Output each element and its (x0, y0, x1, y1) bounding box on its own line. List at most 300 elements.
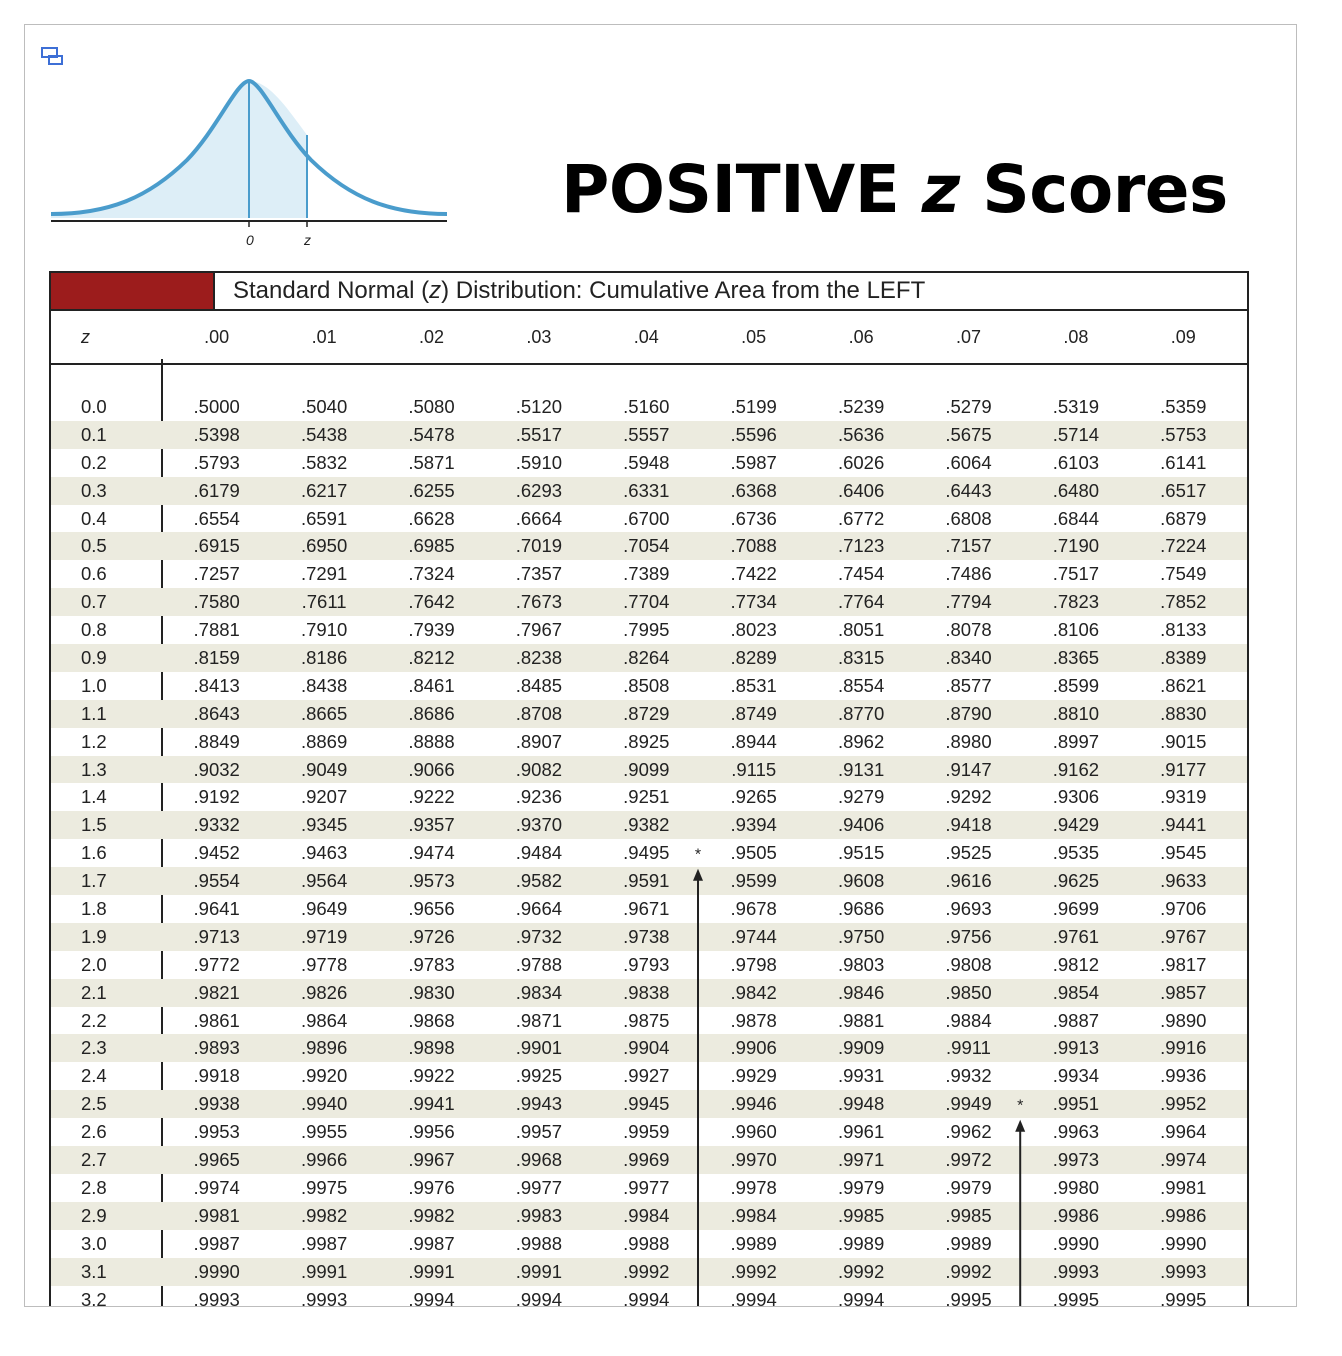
table-cell: .8830 (1160, 702, 1207, 724)
table-cell: .8944 (730, 730, 777, 752)
row-z-value: 1.1 (81, 702, 107, 724)
table-cell: .7190 (1052, 535, 1100, 557)
row-z-value: 0.2 (81, 451, 107, 473)
row-z-value: 0.7 (81, 591, 107, 613)
table-cell: .9992 (837, 1260, 885, 1282)
table-cell: .7486 (945, 563, 992, 585)
table-row (51, 560, 1247, 588)
table-cell: .7549 (1160, 563, 1207, 585)
row-z-value: 2.6 (81, 1121, 107, 1143)
table-cell: .9967 (408, 1149, 455, 1171)
table-cell: .9772 (193, 953, 240, 975)
table-cell: .9994 (515, 1288, 563, 1307)
table-cell: .9976 (408, 1176, 455, 1198)
row-z-value: 1.3 (81, 758, 107, 780)
table-cell: .9995 (1160, 1288, 1207, 1307)
table-cell: .9049 (300, 758, 348, 780)
table-cell: .9842 (730, 981, 777, 1003)
table-cell: .9633 (1160, 870, 1207, 892)
table-cell: .9987 (408, 1232, 455, 1254)
row-z-value: 2.3 (81, 1037, 107, 1059)
table-cell: .9846 (837, 981, 885, 1003)
row-z-value: 1.7 (81, 870, 107, 892)
table-cell: .9963 (1052, 1121, 1100, 1143)
table-cell: .9878 (730, 1009, 777, 1031)
table-cell: .7324 (408, 563, 455, 585)
column-header: .02 (418, 327, 444, 347)
table-cell: .9987 (300, 1232, 348, 1254)
table-cell: .9778 (300, 953, 348, 975)
row-z-value: 1.8 (81, 898, 107, 920)
table-cell: .9961 (837, 1121, 885, 1143)
table-cell: .9982 (300, 1204, 348, 1226)
table-cell: .6591 (300, 507, 348, 529)
table-cell: .9147 (945, 758, 992, 780)
table-cell: .6103 (1052, 451, 1100, 473)
row-z-value: 2.9 (81, 1204, 107, 1226)
table-row (51, 672, 1247, 700)
table-cell: .6554 (193, 507, 240, 529)
column-header: .05 (741, 327, 767, 347)
table-row (51, 700, 1247, 728)
table-cell: .8438 (300, 674, 348, 696)
table-cell: .6915 (193, 535, 240, 557)
z-column-header: z (81, 327, 90, 347)
table-cell: .9861 (193, 1009, 240, 1031)
table-cell: .9099 (623, 758, 670, 780)
table-cell: .9868 (408, 1009, 455, 1031)
table-cell: .5557 (623, 423, 670, 445)
table-cell: .6844 (1052, 507, 1100, 529)
table-cell: .8770 (837, 702, 885, 724)
table-cell: .9925 (515, 1065, 563, 1087)
row-z-value: 2.5 (81, 1093, 107, 1115)
table-cell: .8729 (623, 702, 670, 724)
table-cell: .9977 (623, 1176, 670, 1198)
table-cell: .9495 (623, 842, 670, 864)
table-cell: .9982 (408, 1204, 455, 1226)
table-cell: .9957 (515, 1121, 563, 1143)
table-cell: .6664 (515, 507, 563, 529)
table-cell: .8708 (515, 702, 563, 724)
axis-label-z: z (304, 232, 311, 248)
table-cell: .8186 (300, 647, 348, 669)
table-row (51, 505, 1247, 533)
column-header: .09 (1170, 327, 1196, 347)
table-cell: .9015 (1160, 730, 1207, 752)
table-cell: .8962 (837, 730, 885, 752)
table-cell: .5714 (1052, 423, 1100, 445)
table-cell: .9993 (1160, 1260, 1207, 1282)
table-cell: .7734 (730, 591, 777, 613)
table-cell: .5832 (300, 451, 348, 473)
table-cell: .9918 (193, 1065, 240, 1087)
table-cell: .9649 (300, 898, 348, 920)
table-cell: .9985 (837, 1204, 885, 1226)
table-cell: .9969 (623, 1149, 670, 1171)
table-cell: .9279 (837, 786, 885, 808)
table-cell: .9989 (945, 1232, 992, 1254)
table-cell: .9945 (623, 1093, 670, 1115)
row-z-value: 3.2 (81, 1288, 107, 1307)
title-main: POSITIVE (561, 151, 922, 228)
table-caption-bar (51, 271, 1247, 311)
table-cell: .7642 (408, 591, 455, 613)
row-z-value: 0.6 (81, 563, 107, 585)
table-cell: .8925 (623, 730, 670, 752)
table-cell: .9951 (1052, 1093, 1100, 1115)
table-cell: .9971 (837, 1149, 885, 1171)
table-cell: .9906 (730, 1037, 777, 1059)
table-cell: .8643 (193, 702, 240, 724)
document-frame (24, 24, 1297, 1307)
table-cell: .5910 (515, 451, 563, 473)
table-cell: .9994 (408, 1288, 455, 1307)
table-cell: .9535 (1052, 842, 1100, 864)
table-cell: .9991 (408, 1260, 455, 1282)
table-cell: .9591 (623, 870, 670, 892)
row-z-value: 3.1 (81, 1260, 107, 1282)
table-cell: .9821 (193, 981, 240, 1003)
table-cell: .9656 (408, 898, 455, 920)
table-cell: .9984 (730, 1204, 777, 1226)
table-cell: .6443 (945, 479, 992, 501)
table-cell: .7939 (408, 619, 455, 641)
table-row (51, 1118, 1247, 1146)
table-cell: .9484 (515, 842, 563, 864)
table-cell: .8531 (730, 674, 777, 696)
table-cell: .5040 (300, 396, 348, 417)
table-row (51, 867, 1247, 895)
table-cell: .9222 (408, 786, 455, 808)
table-cell: .9767 (1160, 925, 1207, 947)
row-z-value: 0.1 (81, 423, 107, 445)
table-cell: .9726 (408, 925, 455, 947)
table-cell: .8389 (1160, 647, 1207, 669)
table-cell: .9641 (193, 898, 240, 920)
table-cell: .5636 (837, 423, 885, 445)
table-cell: .9992 (730, 1260, 777, 1282)
table-cell: .9066 (408, 758, 455, 780)
table-cell: .9987 (193, 1232, 240, 1254)
table-cell: .9382 (623, 814, 670, 836)
row-z-value: 2.4 (81, 1065, 107, 1087)
table-cell: .9573 (408, 870, 455, 892)
table-cell: .9979 (837, 1176, 885, 1198)
table-cell: .7704 (623, 591, 670, 613)
row-z-value: 1.9 (81, 925, 107, 947)
table-cell: .6950 (300, 535, 348, 557)
table-cell: .9920 (300, 1065, 348, 1087)
row-z-value: 0.8 (81, 619, 107, 641)
table-cell: .9988 (515, 1232, 563, 1254)
table-cell: .7764 (837, 591, 885, 613)
table-row (51, 1146, 1247, 1174)
table-cell: .9940 (300, 1093, 348, 1115)
table-row (51, 756, 1247, 784)
table-row (51, 839, 1247, 867)
table-cell: .9838 (623, 981, 670, 1003)
table-cell: .9394 (730, 814, 777, 836)
table-row (51, 393, 1247, 421)
table-row (51, 421, 1247, 449)
table-row (51, 616, 1247, 644)
row-z-value: 2.1 (81, 981, 107, 1003)
table-cell: .9932 (945, 1065, 992, 1087)
table-cell: .9854 (1052, 981, 1100, 1003)
table-row (51, 1062, 1247, 1090)
table-cell: .9474 (408, 842, 455, 864)
table-cell: .9463 (300, 842, 348, 864)
table-cell: .7995 (623, 619, 670, 641)
table-cell: .8289 (730, 647, 777, 669)
table-cell: .9192 (193, 786, 240, 808)
table-cell: .9850 (945, 981, 992, 1003)
table-cell: .7823 (1052, 591, 1100, 613)
table-cell: .7054 (623, 535, 670, 557)
table-cell: .9162 (1052, 758, 1100, 780)
table-cell: .9887 (1052, 1009, 1100, 1031)
table-cell: .5517 (515, 423, 563, 445)
table-cell: .7123 (837, 535, 885, 557)
table-cell: .9952 (1160, 1093, 1207, 1115)
table-cell: .9911 (946, 1037, 991, 1059)
table-row (51, 1258, 1247, 1286)
table-cell: .9713 (193, 925, 240, 947)
table-cell: .8461 (408, 674, 455, 696)
table-cell: .9960 (730, 1121, 777, 1143)
table-cell: .9984 (623, 1204, 670, 1226)
table-cell: .9936 (1160, 1065, 1207, 1087)
table-row (51, 1007, 1247, 1035)
table-cell: .8238 (515, 647, 563, 669)
table-cell: .6293 (515, 479, 563, 501)
table-cell: .6628 (408, 507, 455, 529)
normal-curve-figure (47, 73, 451, 255)
table-cell: .5000 (193, 396, 240, 417)
column-header: .01 (311, 327, 337, 347)
table-row (51, 449, 1247, 477)
table-caption (213, 273, 1247, 309)
table-cell: .5675 (945, 423, 992, 445)
table-cell: .9962 (945, 1121, 992, 1143)
table-cell: .9974 (193, 1176, 240, 1198)
row-z-value: 0.0 (81, 396, 107, 417)
table-cell: .9986 (1052, 1204, 1100, 1226)
table-cell: .6179 (193, 479, 240, 501)
table-cell: .6255 (408, 479, 455, 501)
table-row (51, 895, 1247, 923)
table-cell: .9977 (515, 1176, 563, 1198)
column-header: .07 (955, 327, 981, 347)
table-cell: .9965 (193, 1149, 240, 1171)
table-cell: .8577 (945, 674, 992, 696)
table-cell: .5199 (730, 396, 777, 417)
table-cell: .7422 (730, 563, 777, 585)
table-cell: .9990 (1052, 1232, 1100, 1254)
table-cell: .9904 (623, 1037, 670, 1059)
table-cell: .9857 (1160, 981, 1207, 1003)
table-cell: .9901 (515, 1037, 563, 1059)
table-cell: .9452 (193, 842, 240, 864)
table-cell: .9985 (945, 1204, 992, 1226)
table-row (51, 783, 1247, 811)
table-row (51, 1286, 1247, 1308)
table-cell: .8665 (300, 702, 348, 724)
row-z-value: 1.6 (81, 842, 107, 864)
table-row (51, 477, 1247, 505)
table-row (51, 728, 1247, 756)
table-cell: .9934 (1052, 1065, 1100, 1087)
table-row (51, 811, 1247, 839)
interpolation-star: * (1017, 1097, 1024, 1115)
table-cell: .7389 (623, 563, 670, 585)
table-cell: .9978 (730, 1176, 777, 1198)
table-cell: .9929 (730, 1065, 777, 1087)
table-cell: .9788 (515, 953, 563, 975)
table-cell: .8599 (1052, 674, 1100, 696)
table-cell: .9207 (300, 786, 348, 808)
column-header: .03 (526, 327, 552, 347)
column-header: .00 (204, 327, 230, 347)
table-cell: .9993 (1052, 1260, 1100, 1282)
table-cell: .9599 (730, 870, 777, 892)
column-header: .08 (1063, 327, 1089, 347)
table-cell: .9525 (945, 842, 992, 864)
table-cell: .8849 (193, 730, 240, 752)
table-cell: .7967 (515, 619, 563, 641)
table-cell: .9909 (837, 1037, 885, 1059)
table-cell: .9955 (300, 1121, 348, 1143)
table-cell: .9319 (1160, 786, 1207, 808)
table-cell: .8078 (945, 619, 992, 641)
page-title (561, 151, 1228, 228)
table-row (51, 644, 1247, 672)
table-cell: .9783 (408, 953, 455, 975)
table-cell: .9881 (837, 1009, 885, 1031)
table-cell: .9994 (837, 1288, 885, 1307)
table-cell: .9306 (1052, 786, 1100, 808)
table-cell: .9251 (623, 786, 670, 808)
table-cell: .8315 (837, 647, 885, 669)
table-cell: .9625 (1052, 870, 1100, 892)
table-cell: .9990 (193, 1260, 240, 1282)
table-cell: .5753 (1160, 423, 1207, 445)
table-cell: .8365 (1052, 647, 1100, 669)
table-cell: .7611 (301, 591, 347, 613)
table-cell: .9706 (1160, 898, 1207, 920)
table-cell: .5160 (623, 396, 670, 417)
title-z: z (921, 151, 960, 228)
window-restore-icon[interactable] (41, 45, 65, 67)
table-cell: .9678 (730, 898, 777, 920)
table-cell: .9406 (837, 814, 885, 836)
caption-z: z (429, 277, 442, 304)
table-body (51, 393, 1247, 1307)
table-cell: .7852 (1160, 591, 1207, 613)
table-cell: .8888 (408, 730, 455, 752)
table-cell: .9834 (515, 981, 563, 1003)
table-cell: .9082 (515, 758, 563, 780)
table-cell: .9817 (1160, 953, 1207, 975)
table-cell: .9332 (193, 814, 240, 836)
table-cell: .6879 (1160, 507, 1207, 529)
row-z-value: 1.2 (81, 730, 107, 752)
interpolation-star: * (694, 846, 702, 864)
table-cell: .8508 (623, 674, 670, 696)
table-cell: .8907 (515, 730, 563, 752)
table-cell: .9931 (837, 1065, 885, 1087)
table-cell: .9938 (193, 1093, 240, 1115)
table-cell: .9357 (408, 814, 455, 836)
table-cell: .9956 (408, 1121, 455, 1143)
column-header: .06 (848, 327, 874, 347)
caption-after: ) Distribution: Cumulative Area from the LEFT (441, 277, 926, 304)
table-cell: .9699 (1052, 898, 1100, 920)
table-cell: .9964 (1160, 1121, 1207, 1143)
table-cell: .9582 (515, 870, 563, 892)
row-z-value: 2.0 (81, 953, 107, 975)
table-cell: .9671 (623, 898, 670, 920)
table-cell: .9973 (1052, 1149, 1100, 1171)
z-table (49, 271, 1249, 1307)
table-cell: .5120 (515, 396, 563, 417)
table-cell: .6517 (1160, 479, 1207, 501)
title-rest: Scores (959, 151, 1228, 228)
row-z-value: 2.7 (81, 1149, 107, 1171)
table-cell: .7357 (515, 563, 563, 585)
table-cell: .7881 (193, 619, 240, 641)
table-cell: .5596 (730, 423, 777, 445)
table-row (51, 588, 1247, 616)
table-cell: .9429 (1052, 814, 1100, 836)
table-cell: .9980 (1052, 1176, 1100, 1198)
table-cell: .9995 (945, 1288, 992, 1307)
table-cell: .7580 (193, 591, 240, 613)
table-cell: .5987 (730, 451, 777, 473)
table-cell: .9994 (730, 1288, 777, 1307)
table-cell: .9793 (623, 953, 670, 975)
table-cell: .9292 (945, 786, 992, 808)
table-cell: .9893 (193, 1037, 240, 1059)
row-z-value: 2.8 (81, 1176, 107, 1198)
table-cell: .9981 (1160, 1176, 1207, 1198)
table-cell: .9943 (515, 1093, 563, 1115)
table-cell: .9979 (945, 1176, 992, 1198)
caption-before: Standard Normal ( (233, 277, 430, 304)
table-cell: .9756 (945, 925, 992, 947)
table-cell: .9884 (945, 1009, 992, 1031)
table-cell: .7910 (300, 619, 348, 641)
table-cell: .6141 (1160, 451, 1207, 473)
table-cell: .9826 (300, 981, 348, 1003)
table-cell: .9616 (945, 870, 992, 892)
table-cell: .9515 (837, 842, 885, 864)
table-cell: .9545 (1160, 842, 1207, 864)
table-cell: .5438 (300, 423, 348, 445)
table-cell: .9974 (1160, 1149, 1207, 1171)
table-cell: .9995 (1052, 1288, 1100, 1307)
table-cell: .5279 (945, 396, 992, 417)
table-row (51, 1202, 1247, 1230)
table-cell: .7019 (515, 535, 563, 557)
table-cell: .9236 (515, 786, 563, 808)
row-z-value: 0.9 (81, 647, 107, 669)
table-cell: .8413 (193, 674, 240, 696)
table-cell: .8749 (730, 702, 777, 724)
table-cell: .6026 (837, 451, 885, 473)
table-cell: .8810 (1052, 702, 1100, 724)
